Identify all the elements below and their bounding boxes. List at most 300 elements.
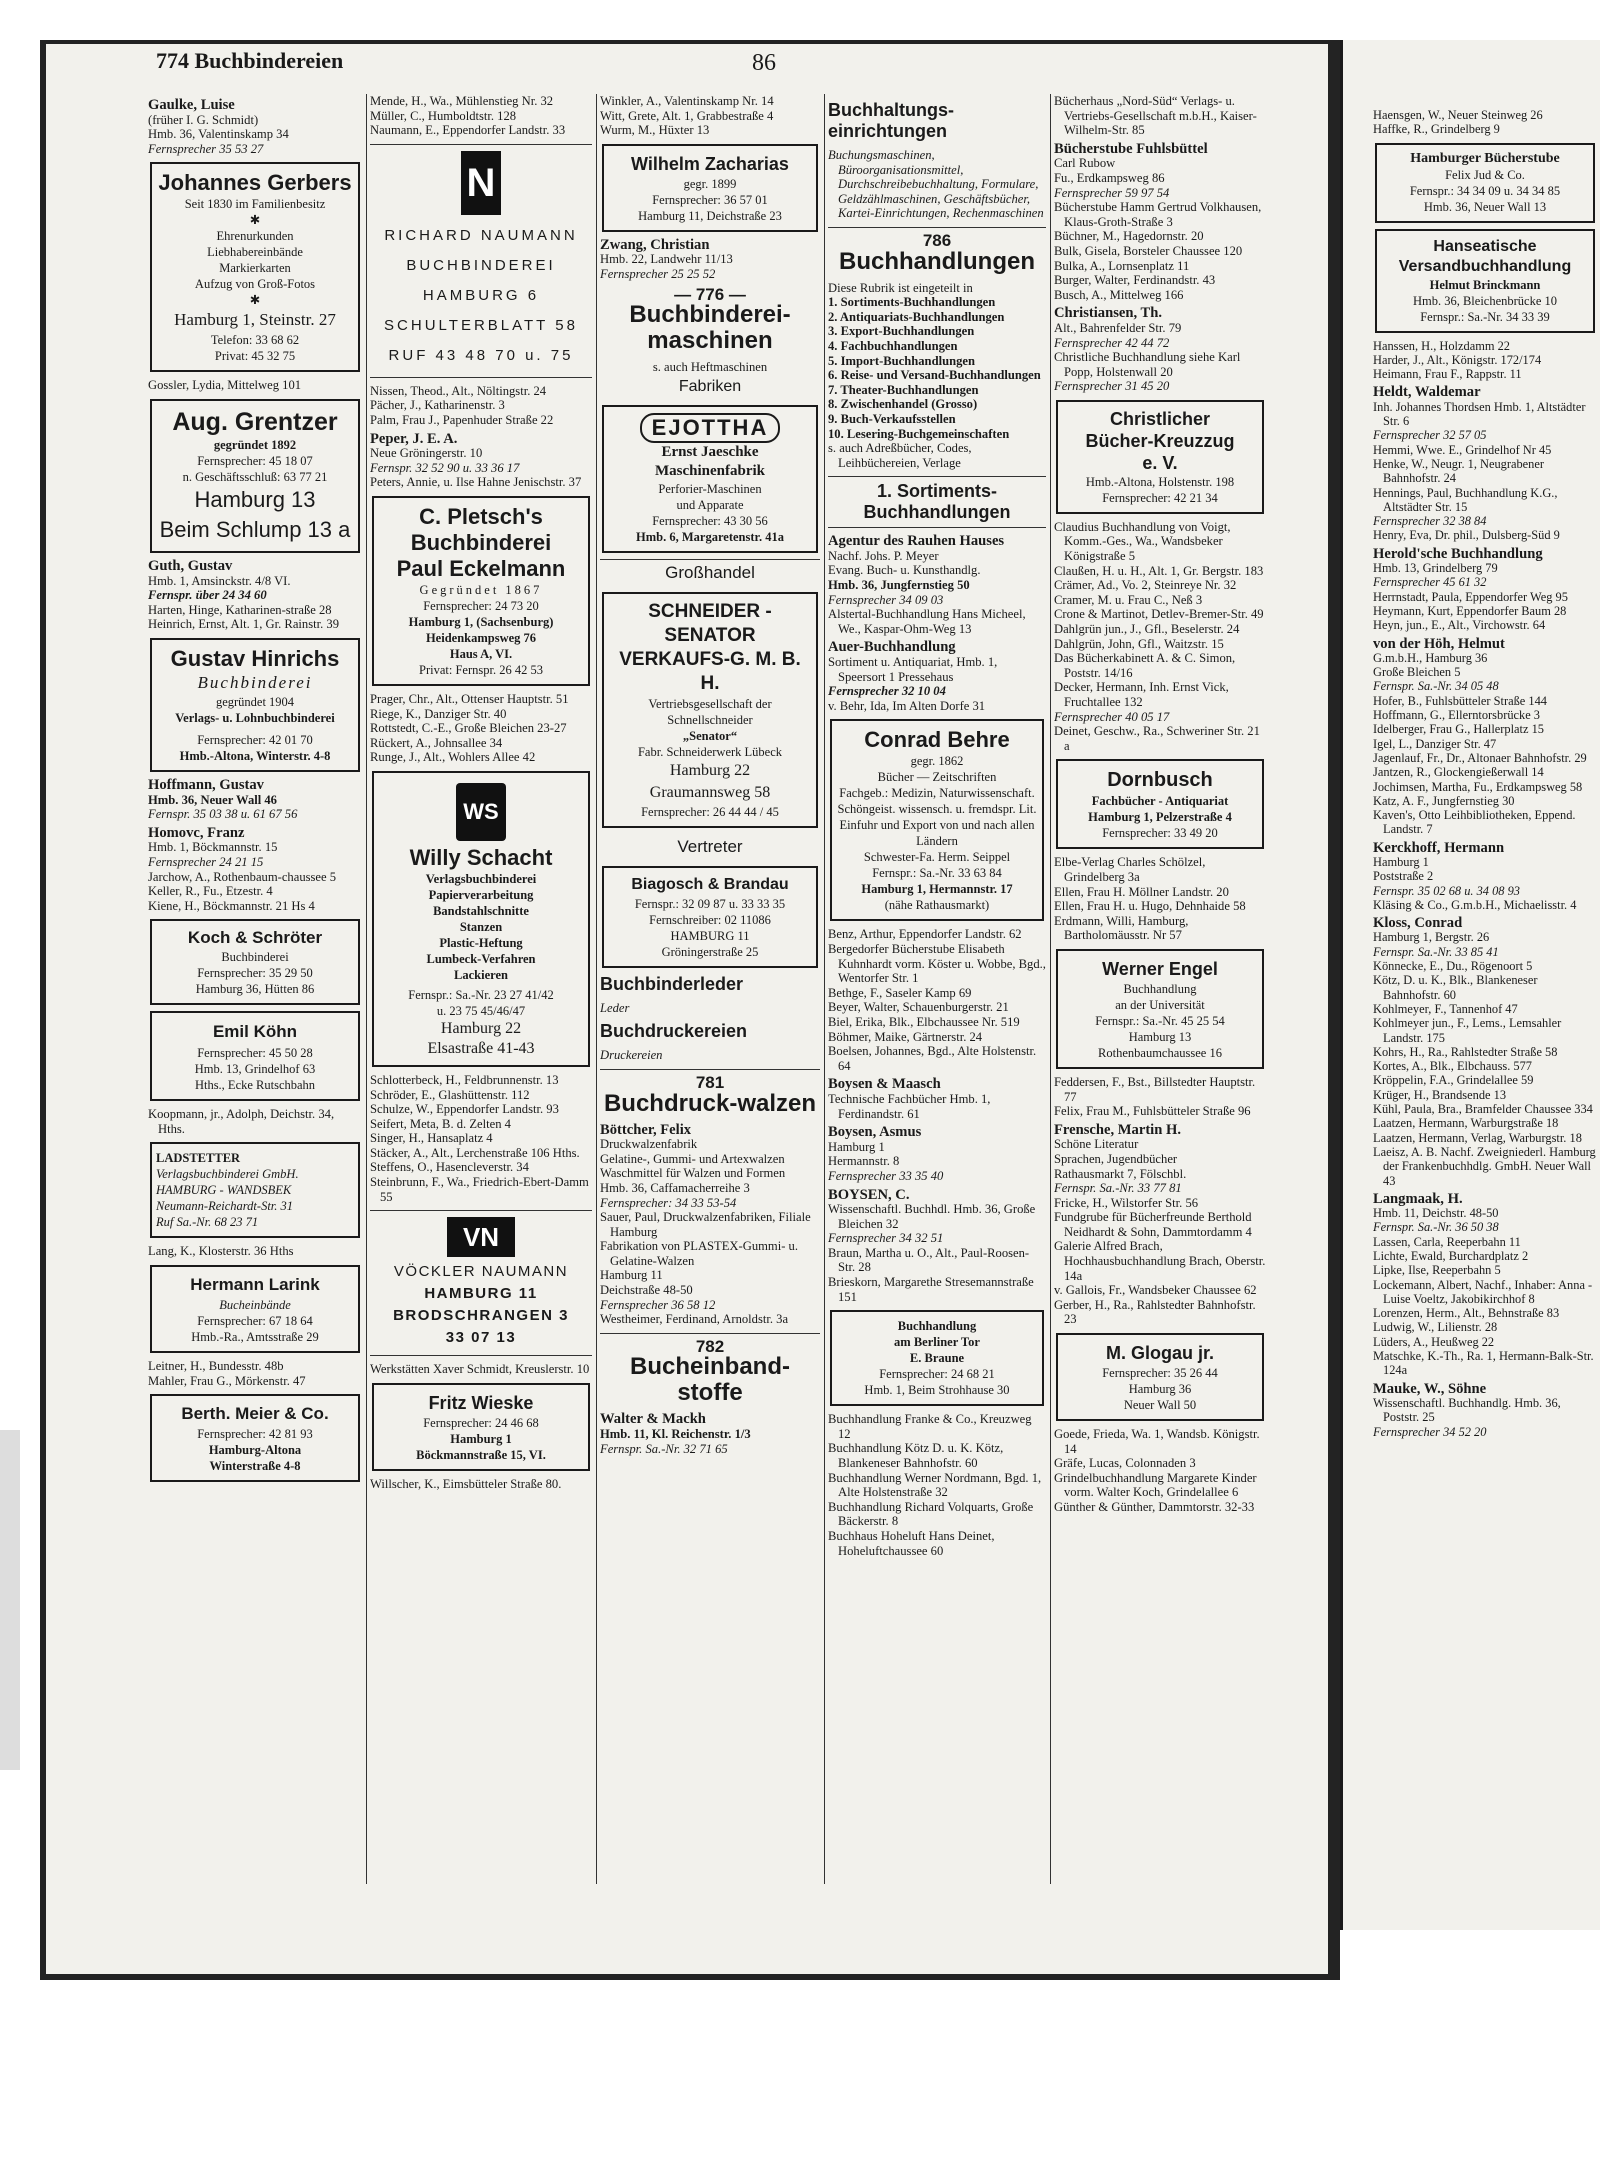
- entry-line: Hmb. 36, Caffamacherreihe 3: [600, 1180, 750, 1195]
- entry-line: Hamburg 1: [1373, 854, 1429, 869]
- entry-line: Grindelbuchhandlung Margarete Kinder vorm. Walter Koch, Grindelallee 6: [1054, 1470, 1257, 1500]
- entry-line: Riege, K., Danziger Str. 40: [370, 706, 507, 721]
- entry-name: Frensche, Martin H.: [1054, 1121, 1181, 1138]
- entry-phone: Fernsprecher 25 25 52: [600, 266, 716, 281]
- star-icon: ✱: [249, 213, 261, 228]
- entry-line: Goede, Frieda, Wa. 1, Wandsb. Königstr. 14: [1054, 1427, 1260, 1456]
- entry-line: Laatzen, Hermann, Warburgstraße 18: [1373, 1116, 1559, 1131]
- entry-line: Hmb. 1, Amsinckstr. 4/8 VI.: [148, 573, 291, 588]
- ad-address: Hamburg 1, Hermannstr. 17: [861, 882, 1013, 897]
- entry-line: Henry, Eva, Dr. phil., Dulsberg-Süd 9: [1373, 528, 1560, 543]
- binding-edge: [0, 1430, 20, 1770]
- ad-title: VÖCKLER NAUMANN: [393, 1263, 569, 1281]
- entry-line: Dahlgrün, John, Gfl., Waitzstr. 15: [1054, 636, 1224, 651]
- entry-line: Schulze, W., Eppendorfer Landstr. 93: [370, 1102, 559, 1117]
- entry-line: Hmb. 36, Valentinskamp 34: [148, 127, 289, 142]
- entry-name: Agentur des Rauhen Hauses: [828, 533, 1005, 550]
- ad-title: Biagosch & Brandau: [631, 875, 789, 893]
- ad-title: Willy Schacht: [409, 844, 553, 870]
- ad-phone: Fernsprecher: 36 57 01: [652, 192, 768, 207]
- entry-line: Fernsprecher 45 61 32: [1373, 575, 1487, 590]
- ad-phone: Privat: Fernspr. 26 42 53: [419, 662, 543, 677]
- section-title: Buchhandlungen: [839, 247, 1035, 275]
- entry-line: Kröppelin, F.A., Grindelallee 59: [1373, 1073, 1534, 1088]
- ad-behre: [830, 719, 1044, 921]
- entry-line: Haffke, R., Grindelberg 9: [1373, 122, 1500, 137]
- schacht-logo-icon: WS: [456, 783, 506, 841]
- ad-line: gegr. 1862: [910, 754, 964, 769]
- ad-phone: u. 23 75 45/46/47: [436, 1003, 526, 1018]
- ad-title: e. V.: [1142, 452, 1178, 473]
- ad-line: Seit 1830 im Familienbesitz: [184, 197, 326, 212]
- entry-line: Katz, A. F., Jungfernstieg 30: [1373, 793, 1515, 808]
- entry-line: Singer, H., Hansaplatz 4: [370, 1131, 493, 1146]
- entry-line: Böhmer, Maike, Gärtnerstr. 24: [828, 1029, 983, 1044]
- entry-line: Kohlmeyer jun., F., Lems., Lemsahler Landstr. 175: [1373, 1016, 1562, 1045]
- ad-address: Gröningerstraße 25: [661, 944, 759, 959]
- entry-line: Nachf. Johs. P. Meyer: [828, 548, 939, 563]
- section-782: [600, 1333, 820, 1407]
- ad-title: Conrad Behre: [864, 727, 1010, 753]
- entry-line: v. Gallois, Fr., Wandsbeker Chaussee 62: [1054, 1283, 1257, 1298]
- entry-line: Beyer, Walter, Schauenburgerstr. 21: [828, 1000, 1009, 1015]
- ad-line: Einfuhr und Export von und nach allen Ländern: [839, 818, 1035, 849]
- entry-line: Braun, Martha u. O., Alt., Paul-Roosen-Str. 28: [828, 1245, 1030, 1275]
- section-sortiment: [828, 476, 1046, 528]
- ad-phone: Fernsprecher: 35 29 50: [197, 966, 313, 981]
- ad-title: C. Pletsch's: [419, 503, 543, 529]
- entry-line: Stäcker, A., Alt., Lerchenstraße 106 Hths.: [370, 1145, 580, 1160]
- voeckler-logo-icon: VN: [447, 1217, 515, 1257]
- ad-line: HAMBURG 11: [424, 1285, 538, 1303]
- ad-phone: Fernsprecher: 42 01 70: [197, 732, 313, 747]
- category-item: 4. Fachbuchhandlungen: [828, 338, 958, 353]
- ad-wieske: [372, 1383, 590, 1471]
- ad-title: Fritz Wieske: [428, 1392, 534, 1413]
- entry-line: Harten, Hinge, Katharinen-straße 28: [148, 602, 332, 617]
- ad-line: Felix Jud & Co.: [1445, 167, 1525, 182]
- ad-title: Christlicher: [1109, 408, 1211, 429]
- entry-line: Hemmi, Wwe. E., Grindelhof Nr 45: [1373, 442, 1552, 457]
- entry-line: Kiene, H., Böckmannstr. 21 Hs 4: [148, 898, 315, 913]
- entry-line: Fu., Erdkampsweg 86: [1054, 170, 1165, 185]
- entry-line: Gossler, Lydia, Mittelweg 101: [148, 378, 302, 393]
- ad-title: Aug. Grentzer: [172, 407, 338, 436]
- entry-line: Fabrikation von PLASTEX-Gummi- u. Gelatine-Walzen: [600, 1239, 798, 1268]
- ad-line: Lackieren: [454, 967, 508, 982]
- ad-address: BRODSCHRANGEN 3: [393, 1307, 569, 1325]
- entry-line: Willscher, K., Eimsbütteler Straße 80.: [370, 1476, 562, 1491]
- entry-line: Dahlgrün jun., J., Gfl., Beselerstr. 24: [1054, 622, 1240, 637]
- ad-title: Emil Köhn: [212, 1022, 298, 1042]
- ad-address: Hths., Ecke Rutschbahn: [194, 1078, 316, 1093]
- entry-line: Hennings, Paul, Buchhandlung K.G., Altstädter Str. 15: [1373, 485, 1558, 514]
- entry-line: Lang, K., Klosterstr. 36 Hths: [148, 1244, 294, 1259]
- entry-name: Boysen & Maasch: [828, 1076, 941, 1093]
- column-3: [600, 94, 825, 1884]
- entry-line: Brieskorn, Margarethe Stresemannstraße 151: [828, 1275, 1034, 1304]
- section-note: s. auch Heftmaschinen: [652, 360, 768, 375]
- ad-line: Fachgeb.: Medizin, Naturwissenschaft. Schöngeist. wissensch. u. fremdspr. Lit.: [837, 786, 1037, 817]
- entry-phone: Fernspr. 32 52 90 u. 33 36 17: [370, 460, 520, 475]
- ad-address: Heidenkampsweg 76: [425, 630, 537, 645]
- ad-address: Hmb. 13, Grindelhof 63: [194, 1062, 316, 1077]
- entry-name: Peper, J. E. A.: [370, 430, 458, 447]
- entry-line: Peters, Annie, u. Ilse Hahne Jenischstr. 37: [370, 475, 582, 490]
- entry-name: Zwang, Christian: [600, 236, 710, 253]
- entry-line: Rückert, A., Johnsallee 34: [370, 735, 503, 750]
- entry-line: Gerber, H., Ra., Rahlstedter Bahnhofstr. 23: [1054, 1297, 1256, 1327]
- entry-line: Hmb. 36, Jungfernstieg 50: [828, 578, 970, 593]
- entry-name: Kloss, Conrad: [1373, 915, 1463, 932]
- ad-phone: Fernsprecher: 24 46 68: [423, 1415, 539, 1430]
- entry-name: BOYSEN, C.: [828, 1186, 910, 1203]
- ad-line: Ernst Jaeschke: [661, 443, 759, 460]
- ad-line: Bucheinbände: [219, 1298, 291, 1313]
- entry-line: Deinet, Geschw., Ra., Schweriner Str. 21 a: [1054, 724, 1260, 753]
- entry-name: Walter & Mackh: [600, 1411, 706, 1428]
- entry-name: Bücherstube Fuhlsbüttel: [1054, 140, 1208, 157]
- ad-address: SCHULTERBLATT 58: [384, 316, 578, 334]
- ad-city: Hamburg 22: [440, 1019, 522, 1037]
- ad-address: Hamburg 36, Hütten 86: [195, 982, 315, 997]
- entry-line: Feddersen, F., Bst., Billstedter Hauptstr. 77: [1054, 1074, 1256, 1104]
- ad-line: Lumbeck-Verfahren: [426, 951, 536, 966]
- entry-line: Fundgrube für Bücherfreunde Berthold Neidhardt & Sohn, Dammtordamm 4: [1054, 1210, 1252, 1239]
- entry-line: Buchhandlung Werner Nordmann, Bgd. 1, Alte Holstenstraße 32: [828, 1470, 1042, 1500]
- ad-address: Rothenbaumchaussee 16: [1098, 1045, 1222, 1060]
- column-4: [828, 94, 1051, 1884]
- section-title: Buchbinderleder: [600, 973, 744, 994]
- ad-line: Bücher — Zeitschriften: [877, 770, 997, 785]
- ad-phone: Privat: 45 32 75: [214, 349, 296, 364]
- entry-name: Heldt, Waldemar: [1373, 384, 1481, 401]
- entry-line: Sortiment u. Antiquariat, Hmb. 1, Speersort 1 Pressehaus: [828, 655, 998, 684]
- next-page: [1340, 40, 1600, 1930]
- ad-meier: [150, 1394, 360, 1482]
- ad-line: Buchbinderei: [197, 672, 313, 692]
- entry-line: Busch, A., Mittelweg 166: [1054, 287, 1184, 302]
- ad-line: Perforier-Maschinen: [658, 481, 762, 496]
- column-5: [1054, 94, 1266, 1884]
- section-heading: 774 Buchbindereien: [156, 48, 344, 73]
- entry-line: Bulk, Gisela, Borsteler Chaussee 120: [1054, 243, 1243, 258]
- divider: [370, 1210, 592, 1211]
- entry-name: Langmaak, H.: [1373, 1190, 1463, 1207]
- entry-line: Fernspr. Sa.-Nr. 36 50 38: [1373, 1220, 1499, 1235]
- entry-line: Mahler, Frau G., Mörkenstr. 47: [148, 1373, 306, 1388]
- category-item: 5. Import-Buchhandlungen: [828, 353, 975, 368]
- entry-line: Lipke, Ilse, Reeperbahn 5: [1373, 1263, 1501, 1278]
- entry-phone: Fernsprecher: 34 33 53-54: [600, 1195, 737, 1210]
- ad-line: Bandstahlschnitte: [433, 903, 529, 918]
- ad-address: Hmb.-Ra., Amtsstraße 29: [191, 1330, 319, 1345]
- category-item: 7. Theater-Buchhandlungen: [828, 382, 979, 397]
- entry-line: Hanssen, H., Holzdamm 22: [1373, 338, 1510, 353]
- entry-name: Gaulke, Luise: [148, 97, 235, 113]
- entry-line: Cramer, M. u. Frau C., Neß 3: [1054, 592, 1203, 607]
- entry-name: Boysen, Asmus: [828, 1124, 922, 1141]
- ad-address: Hmb. 36, Bleichenbrücke 10: [1412, 293, 1558, 308]
- ad-address: (nähe Rathausmarkt): [884, 898, 990, 913]
- entry-line: Büchner, M., Hagedornstr. 20: [1054, 229, 1204, 244]
- entry-line: Felix, Frau M., Fuhlsbütteler Straße 96: [1054, 1104, 1251, 1119]
- ad-line: Aufzug von Groß-Fotos: [194, 277, 316, 292]
- entry-phone: Fernspr. 35 03 38 u. 61 67 56: [148, 807, 298, 822]
- entry-line: Hmb. 22, Landwehr 11/13: [600, 252, 733, 267]
- ad-phone: Fernspr.: 34 34 09 u. 34 34 85: [1409, 183, 1561, 198]
- ad-address: Haus A, VI.: [449, 646, 513, 661]
- entry-line: Boelsen, Johannes, Bgd., Alte Holstenstr. 64: [828, 1044, 1037, 1073]
- category-item: 1. Sortiments-Buchhandlungen: [828, 295, 996, 310]
- entry-line: Rathausmarkt 7, Fölschbl.: [1054, 1166, 1187, 1181]
- column-6: [1373, 108, 1597, 1898]
- entry-phone: Fernsprecher 31 45 20: [1054, 379, 1170, 394]
- entry-phone: Fernsprecher 32 10 04: [828, 684, 946, 699]
- ad-line: Schnellschneider: [667, 712, 753, 727]
- ad-phone: Fernspr.: Sa.-Nr. 23 27 41/42: [408, 987, 554, 1002]
- entry-line: Inh. Johannes Thordsen Hmb. 1, Altstädter Str. 6: [1373, 399, 1586, 429]
- ad-zacharias: [602, 144, 818, 232]
- entry-line: Kötz, D. u. K., Blk., Blankeneser Bahnhofstr. 60: [1373, 973, 1538, 1002]
- ad-title: LADSTETTER: [156, 1151, 241, 1166]
- ad-phone: Fernsprecher: 24 68 21: [879, 1367, 995, 1382]
- entry-line: Alstertal-Buchhandlung Hans Micheel, We., Kaspar-Ohm-Weg 13: [828, 607, 1026, 636]
- ad-city: Hamburg 36: [1128, 1382, 1192, 1397]
- ad-hinrichs: [150, 638, 360, 772]
- ad-line: Plastic-Heftung: [439, 935, 523, 950]
- column-1: [148, 94, 367, 1884]
- ad-address: Elsastraße 41-43: [427, 1039, 535, 1057]
- entry-line: Steffens, O., Hasencleverstr. 34: [370, 1160, 529, 1175]
- ad-address: Hamburg 1, Pelzerstraße 4: [1088, 810, 1232, 825]
- entry-line: Wurm, M., Hüxter 13: [600, 123, 710, 138]
- ad-address: Hmb. 1, Beim Strohhause 30: [864, 1383, 1010, 1398]
- ad-naumann: [370, 151, 592, 371]
- ad-address: Hamburg 1: [450, 1431, 512, 1446]
- ad-line: Verlags- u. Lohnbuchbinderei: [175, 710, 335, 725]
- entry-phone: Fernsprecher 34 32 51: [828, 1231, 944, 1246]
- entry-line: Heinrich, Ernst, Alt. 1, Gr. Rainstr. 39: [148, 617, 339, 632]
- section-note: Diese Rubrik ist eingeteilt in: [828, 280, 973, 295]
- page-header: [100, 48, 1320, 82]
- entry-name: Auer-Buchhandlung: [828, 639, 956, 656]
- category-item: 10. Lesering-Buchgemeinschaften: [828, 426, 1010, 441]
- ad-title: Hanseatische: [1433, 237, 1537, 255]
- section-note: Buchungsmaschinen, Büroorganisationsmittel, Durchschreibebuchhaltung, Formulare, Geldzählmaschinen, Geschäftsbücher, Kartei-Einrichtungen, Rechenmaschinen: [828, 148, 1044, 221]
- section-title: Buchdruckereien: [600, 1021, 748, 1042]
- entry-line: Schöne Literatur: [1054, 1137, 1139, 1152]
- section-note: Druckereien: [600, 1048, 663, 1063]
- entry-line: Jochimsen, Martha, Fu., Erdkampsweg 58: [1373, 779, 1583, 794]
- entry-line: Crone & Martinot, Detlev-Bremer-Str. 49: [1054, 607, 1264, 622]
- ad-address: Hamburg-Altona: [208, 1443, 302, 1458]
- entry-line: Crämer, Ad., Vo. 2, Steinreye Nr. 32: [1054, 578, 1237, 593]
- ad-line: Markierkarten: [219, 261, 291, 276]
- ad-address: Hamburg 1, (Sachsenburg): [408, 614, 554, 629]
- ad-koch-schroeter: [150, 919, 360, 1005]
- section-title: 1. Sortiments-Buchhandlungen: [863, 481, 1011, 523]
- ad-address: Hmb. 36, Neuer Wall 13: [1423, 199, 1547, 214]
- entry-phone: Fernspr. Sa.-Nr. 32 71 65: [600, 1441, 728, 1456]
- ad-title: Koch & Schröter: [187, 928, 323, 948]
- entry-phone: Fernspr. über 24 34 60: [148, 588, 267, 603]
- ad-line: Fachbücher - Antiquariat: [1091, 794, 1229, 809]
- subsection-title: Fabriken: [678, 377, 742, 395]
- entry-line: Bergedorfer Bücherstube Elisabeth Kuhnhardt vorm. Köster u. Wobbe, Bgd., Wentorfer Str. 1: [828, 942, 1046, 986]
- ad-line: und Apparate: [676, 497, 744, 512]
- section-number: 781: [695, 1072, 725, 1092]
- entry-line: Bethge, F., Saseler Kamp 69: [828, 985, 972, 1000]
- entry-line: Idelberger, Frau G., Hallerplatz 15: [1373, 722, 1544, 737]
- entry-line: Koopmann, jr., Adolph, Deichstr. 34, Hths.: [148, 1107, 335, 1136]
- ad-address: Beim Schlump 13 a: [159, 516, 351, 542]
- ad-line: Helmut Brinckmann: [1429, 277, 1541, 292]
- entry-line: Harder, J., Alt., Königstr. 172/174: [1373, 352, 1542, 367]
- entry-line: Heimann, Frau F., Rappstr. 11: [1373, 367, 1522, 382]
- ad-line: Gegründet 1867: [419, 582, 543, 597]
- entry-line: Runge, J., Alt., Wohlers Allee 42: [370, 750, 536, 765]
- ad-title: Johannes Gerbers: [158, 170, 352, 196]
- entry-line: Hofer, B., Fuhlsbütteler Straße 144: [1373, 693, 1547, 708]
- ad-address: Neumann-Reichardt-Str. 31: [156, 1199, 294, 1214]
- category-note: s. auch Adreßbücher, Codes, Leihbüchereien, Verlage: [828, 441, 972, 470]
- entry-line: Westheimer, Ferdinand, Arnoldstr. 3a: [600, 1312, 789, 1327]
- ad-line: Verlagsbuchbinderei: [425, 871, 537, 886]
- ad-line: Schwester-Fa. Herm. Seippel: [863, 850, 1011, 865]
- entry-line: Buchhaus Hoheluft Hans Deinet, Hoheluftchaussee 60: [828, 1529, 995, 1558]
- entry-line: Palm, Frau J., Papenhuder Straße 22: [370, 412, 554, 427]
- entry-line: Nissen, Theod., Alt., Nöltingstr. 24: [370, 383, 547, 398]
- ad-phone: Telefon: 33 68 62: [210, 333, 300, 348]
- entry-line: Benz, Arthur, Eppendorfer Landstr. 62: [828, 927, 1022, 942]
- entry-line: Jarchow, A., Rothenbaum-chaussee 5: [148, 869, 337, 884]
- ad-line: HAMBURG 6: [422, 286, 540, 304]
- entry-name: Guth, Gustav: [148, 557, 233, 574]
- ad-line: an der Universität: [1115, 997, 1205, 1012]
- ad-line: Buchhandlung: [1123, 981, 1197, 996]
- ad-phone: Fernsprecher: 33 49 20: [1102, 826, 1218, 841]
- entry-phone: Fernsprecher 40 05 17: [1054, 709, 1170, 724]
- entry-line: Hermannstr. 8: [828, 1154, 900, 1169]
- category-item: 6. Reise- und Versand-Buchhandlungen: [828, 368, 1041, 383]
- ad-address: Böckmannstraße 15, VI.: [416, 1447, 546, 1462]
- entry-phone: Fernsprecher 42 44 72: [1054, 335, 1170, 350]
- ad-line: Vertriebsgesellschaft der: [648, 696, 772, 711]
- entry-line: Alt., Bahrenfelder Str. 79: [1054, 320, 1182, 335]
- ad-line: gegründet 1892: [213, 437, 297, 452]
- entry-line: Schlotterbeck, H., Feldbrunnenstr. 13: [370, 1072, 559, 1087]
- category-item: 2. Antiquariats-Buchhandlungen: [828, 309, 1005, 324]
- entry-line: Neue Gröningerstr. 10: [370, 446, 483, 461]
- entry-line: Hmb. 13, Grindelberg 79: [1373, 561, 1498, 576]
- ad-phone: Fernsprecher: 26 44 44 / 45: [641, 804, 779, 819]
- entry-list: [1373, 339, 1597, 1439]
- ad-title: am Berliner Tor: [894, 1335, 980, 1350]
- entry-name: Kerckhoff, Hermann: [1373, 839, 1505, 856]
- entry-line: Claußen, H. u. H., Alt. 1, Gr. Bergstr. 183: [1054, 563, 1264, 578]
- ad-pletsch: [372, 496, 590, 686]
- ad-braune: [830, 1310, 1044, 1406]
- entry-line: Hmb. 11, Kl. Reichenstr. 1/3: [600, 1427, 751, 1442]
- entry-line: Günther & Günther, Dammtorstr. 32-33: [1054, 1500, 1255, 1514]
- ad-phone: Fernsprecher: 35 26 44: [1102, 1366, 1218, 1381]
- ad-address: Hmb.-Altona, Holstenstr. 198: [1085, 474, 1235, 489]
- ad-ladstetter: [150, 1142, 360, 1238]
- entry-line: Das Bücherkabinett A. & C. Simon, Poststr. 14/16: [1054, 651, 1236, 680]
- entry-line: Deichstraße 48-50: [600, 1283, 693, 1298]
- ad-address: Winterstraße 4-8: [209, 1459, 301, 1474]
- ad-dornbusch: [1056, 759, 1264, 849]
- entry-line: Mende, H., Wa., Mühlenstieg Nr. 32: [370, 94, 554, 108]
- category-item: 8. Zwischenhandel (Grosso): [828, 397, 978, 412]
- entry-line: Hmb. 36, Neuer Wall 46: [148, 792, 277, 807]
- entry-line: Lockemann, Albert, Nachf., Inhaber: Anna - Luise Voeltz, Jakobikirchhof 8: [1373, 1277, 1593, 1306]
- entry-line: Rottstedt, C.-E., Große Bleichen 23-27: [370, 721, 567, 736]
- category-item: 3. Export-Buchhandlungen: [828, 324, 975, 339]
- ad-phone: Fernschreiber: 02 11086: [649, 912, 771, 927]
- ad-schacht: [372, 771, 590, 1067]
- subsection-title: Großhandel: [600, 559, 820, 586]
- entry-line: Lichte, Ewald, Burchardplatz 2: [1373, 1249, 1529, 1263]
- ad-title: VERKAUFS-G. M. B. H.: [619, 648, 801, 694]
- ad-phone: Fernsprecher: 24 73 20: [423, 598, 539, 613]
- section-buchbinderleder: [600, 974, 820, 995]
- entry-line: Bücherhaus „Nord-Süd“ Verlags- u. Vertriebs-Gesellschaft m.b.H., Kaiser-Wilhelm-Str. 85: [1054, 94, 1257, 138]
- ad-city: HAMBURG 11: [670, 928, 750, 943]
- entry-line: Hmb. 1, Böckmannstr. 15: [148, 840, 278, 855]
- section-buchhaltung: [828, 100, 1046, 142]
- entry-line: Buchhandlung Franke & Co., Kreuzweg 12: [828, 1412, 1032, 1441]
- entry-line: (früher I. G. Schmidt): [148, 112, 259, 127]
- entry-line: Witt, Grete, Alt. 1, Grabbestraße 4: [600, 108, 774, 123]
- ad-line: Buchbinderei: [221, 950, 289, 965]
- entry-line: Gelatine-, Gummi- und Artexwalzen: [600, 1151, 785, 1166]
- divider: [370, 1355, 592, 1356]
- ad-phone: Fernsprecher: 67 18 64: [197, 1314, 313, 1329]
- ad-title: Bücher-Kreuzzug: [1085, 430, 1235, 451]
- ad-phone: Fernsprecher: 45 18 07: [197, 453, 313, 468]
- entry-name: von der Höh, Helmut: [1373, 635, 1505, 652]
- ad-gerbers: [150, 162, 360, 372]
- entry-line: Technische Fachbücher Hmb. 1, Ferdinandstr. 61: [828, 1091, 991, 1121]
- ad-phone: Fernspr.: Sa.-Nr. 33 63 84: [872, 866, 1002, 881]
- ad-city: Hamburg 13: [1128, 1029, 1192, 1044]
- section-786: [828, 227, 1046, 275]
- ad-title: Hamburger Bücherstube: [1410, 150, 1560, 166]
- ad-address: Graumannsweg 58: [649, 783, 771, 801]
- entry-line: Keller, R., Fu., Etzestr. 4: [148, 884, 273, 899]
- entry-line: Prager, Chr., Alt., Ottenser Hauptstr. 51: [370, 691, 569, 706]
- divider: [370, 144, 592, 145]
- entry-line: Christliche Buchhandlung siehe Karl Popp, Holstenwall 20: [1054, 350, 1241, 379]
- ad-address: Hamburg 1, Steinstr. 27: [174, 310, 336, 330]
- section-number: 782: [695, 1336, 725, 1356]
- ad-title: SCHNEIDER - SENATOR: [648, 600, 772, 646]
- column-2: [370, 94, 597, 1884]
- entry-line: Bulka, A., Lornsenplatz 11: [1054, 258, 1190, 273]
- entry-line: Hamburg 1: [828, 1139, 885, 1154]
- entry-line: Fernspr. Sa.-Nr. 33 85 41: [1373, 944, 1499, 959]
- entry-line: Lorenzen, Herm., Alt., Behnstraße 83: [1373, 1306, 1560, 1321]
- entry-line: Matschke, K.-Th., Ra. 1, Hermann-Balk-Str. 124a: [1373, 1349, 1594, 1378]
- ad-line: Fabr. Schneiderwerk Lübeck: [637, 744, 783, 759]
- ad-phone: Fernspr.: Sa.-Nr. 45 25 54: [1095, 1013, 1225, 1028]
- entry-line: Kühl, Paula, Bra., Bramfelder Chaussee 334: [1373, 1102, 1593, 1117]
- entry-line: Herrnstadt, Paula, Eppendorfer Weg 95: [1373, 589, 1568, 604]
- entry-line: Ludwig, W., Lilienstr. 28: [1373, 1320, 1498, 1335]
- section-title: Bucheinband-stoffe: [630, 1353, 790, 1407]
